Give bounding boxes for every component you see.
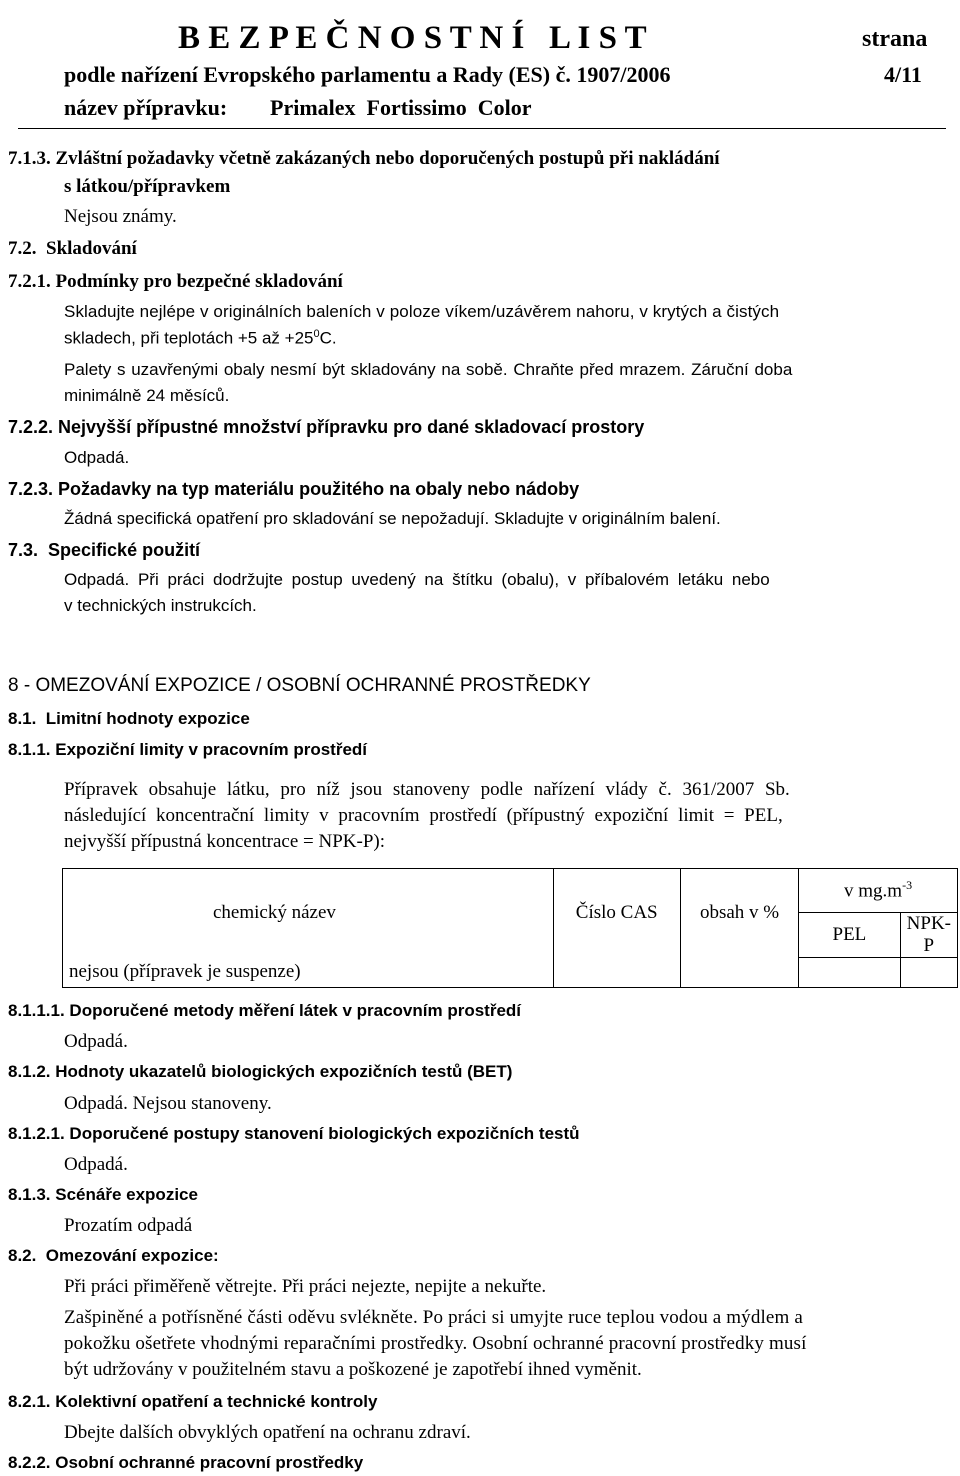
section-7-1-3-heading: 7.1.3. Zvláštní požadavky včetně zakázaných nebo doporučených postupů při nakládání	[8, 148, 720, 169]
table-row	[63, 958, 958, 988]
section-8-1-1-1-heading: 8.1.1.1. Doporučené metody měření látek v pracovním prostředí	[8, 1001, 522, 1020]
exposure-text-line-1: Přípravek obsahuje látku, pro níž jsou stanoveny podle nařízení vlády č. 361/2007 Sb.	[64, 779, 790, 800]
exposure-text-line-2: následující koncentrační limity v pracovním prostředí (přípustný expoziční limit = PEL,	[64, 805, 783, 826]
col-npk-p: NPK-P	[900, 913, 957, 958]
regulation-line: podle nařízení Evropského parlamentu a Rady (ES) č. 1907/2006	[64, 62, 671, 87]
section-8-2-2-heading: 8.2.2. Osobní ochranné pracovní prostředky	[8, 1453, 364, 1472]
col-unit-text: v mg.m	[844, 880, 903, 902]
section-8-2-para-2-line-3: být udržovány v použitelném stavu a poškozené je zapotřebí ihned vyměnit.	[64, 1359, 642, 1380]
col-unit-exponent: -3	[902, 878, 913, 893]
section-8-heading: 8 - OMEZOVÁNÍ EXPOZICE / OSOBNÍ OCHRANNÉ PROSTŘEDKY	[8, 675, 591, 696]
storage-paragraph-1-line-1: Skladujte nejlépe v originálních baleních v poloze víkem/uzávěrem nahoru, v krytých a čistých	[64, 302, 780, 321]
row-npk	[900, 958, 957, 988]
section-8-2-line-1: Při práci přiměřeně větrejte. Při práci nejezte, nepijte a nekuřte.	[64, 1276, 547, 1297]
section-7-2-2-heading: 7.2.2. Nejvyšší přípustné množství přípravku pro dané skladovací prostory	[8, 417, 645, 437]
section-7-1-3-text: Nejsou známy.	[64, 206, 177, 227]
section-7-3-heading: 7.3. Specifické použití	[8, 540, 201, 560]
section-8-2-heading: 8.2. Omezování expozice:	[8, 1246, 219, 1265]
col-unit	[799, 869, 958, 913]
section-8-2-para-2-line-1: Zašpiněné a potřísněné části oděvu svlékněte. Po práci si umyjte ruce teplou vodou a mýdlem a	[64, 1307, 803, 1328]
section-8-1-3-heading: 8.1.3. Scénáře expozice	[8, 1185, 198, 1204]
row-content	[680, 958, 798, 988]
storage-temp-degree: 0	[313, 328, 320, 340]
section-8-1-1-heading: 8.1.1. Expoziční limity v pracovním prostředí	[8, 740, 368, 759]
exposure-limits-table	[62, 868, 958, 988]
storage-paragraph-2-line-1: Palety s uzavřenými obaly nesmí být skladovány na sobě. Chraňte před mrazem. Záruční doba	[64, 360, 793, 379]
col-content-percent: obsah v %	[680, 869, 798, 958]
section-7-1-3-heading-cont: s látkou/přípravkem	[64, 176, 231, 197]
section-7-2-1-heading: 7.2.1. Podmínky pro bezpečné skladování	[8, 271, 343, 292]
row-pel	[799, 958, 901, 988]
col-pel: PEL	[799, 913, 901, 958]
section-7-3-line-2: v technických instrukcích.	[64, 596, 257, 615]
row-cas-number	[553, 958, 680, 988]
header-rule	[18, 128, 946, 129]
section-7-2-3-heading: 7.2.3. Požadavky na typ materiálu použitého na obaly nebo nádoby	[8, 479, 580, 499]
col-chemical-name: chemický název	[63, 869, 554, 958]
product-name: Primalex Fortissimo Color	[270, 95, 532, 120]
storage-paragraph-2-line-2: minimálně 24 měsíců.	[64, 386, 230, 405]
section-8-1-2-1-text: Odpadá.	[64, 1154, 128, 1175]
document-title: B E Z P E Č N O S T N Í L I S T	[178, 20, 647, 56]
storage-temp-text: skladech, při teplotách +5 až +25	[64, 328, 314, 348]
section-8-1-heading: 8.1. Limitní hodnoty expozice	[8, 709, 250, 728]
page-number: 4/11	[884, 62, 922, 87]
section-7-3-line-1: Odpadá. Při práci dodržujte postup uvedený na štítku (obalu), v příbalovém letáku nebo	[64, 570, 770, 589]
section-7-2-3-text: Žádná specifická opatření pro skladování se nepožadují. Skladujte v originálním balení.	[64, 509, 721, 528]
exposure-text-line-3: nejvyšší přípustná koncentrace = NPK-P):	[64, 831, 385, 852]
section-8-1-1-1-text: Odpadá.	[64, 1031, 128, 1052]
col-cas-number: Číslo CAS	[553, 869, 680, 958]
section-8-2-para-2-line-2: pokožku ošetřete vhodnými reparačními prostředky. Osobní ochranné pracovní prostředky musí	[64, 1333, 807, 1354]
section-8-1-2-heading: 8.1.2. Hodnoty ukazatelů biologických expozičních testů (BET)	[8, 1062, 513, 1081]
section-8-1-2-text: Odpadá. Nejsou stanoveny.	[64, 1093, 272, 1114]
product-label: název přípravku:	[64, 95, 228, 120]
storage-paragraph-1-line-2	[64, 328, 337, 349]
section-8-1-2-1-heading: 8.1.2.1. Doporučené postupy stanovení biologických expozičních testů	[8, 1124, 580, 1143]
section-8-2-1-text: Dbejte dalších obvyklých opatření na ochranu zdraví.	[64, 1422, 471, 1443]
section-7-2-2-text: Odpadá.	[64, 448, 130, 467]
page-label: strana	[862, 26, 928, 52]
row-chemical-name: nejsou (přípravek je suspenze)	[63, 958, 554, 988]
storage-temp-unit: C.	[319, 328, 337, 348]
section-7-2-heading: 7.2. Skladování	[8, 238, 137, 259]
section-8-1-3-text: Prozatím odpadá	[64, 1215, 193, 1236]
section-8-2-1-heading: 8.2.1. Kolektivní opatření a technické kontroly	[8, 1392, 378, 1411]
